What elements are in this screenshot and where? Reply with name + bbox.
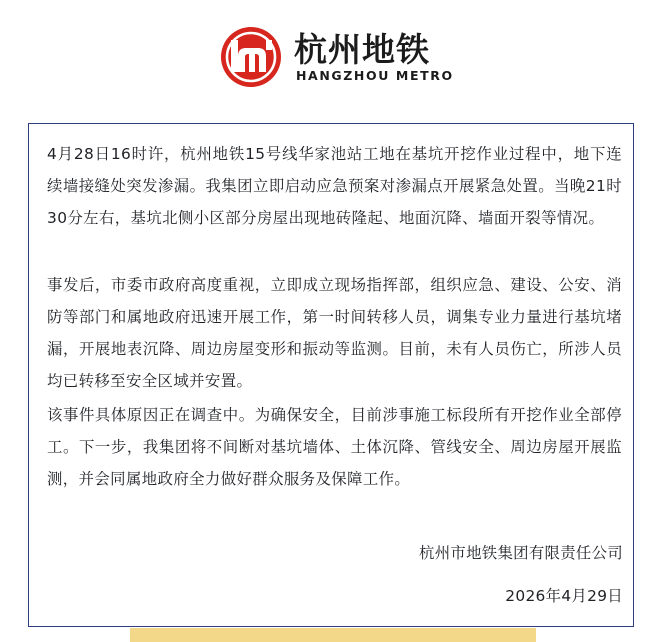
brand-name-en: HANGZHOU METRO xyxy=(296,68,454,83)
signature-organization: 杭州市地铁集团有限责任公司 xyxy=(419,544,623,562)
hangzhou-metro-logo-icon xyxy=(220,26,282,88)
header xyxy=(0,0,665,110)
accent-bar xyxy=(130,628,536,642)
notice-paragraph-3: 该事件具体原因正在调查中。为确保安全，目前涉事施工标段所有开挖作业全部停工。下一步，我集团将不间断对基坑墙体、土体沉降、管线安全、周边房屋开展监测，并会同属地政府全力做好群众服务及保障工作。 xyxy=(47,406,622,488)
notice-paragraph-1: 4月28日16时许，杭州地铁15号线华家池站工地在基坑开挖作业过程中，地下连续墙接缝处突发渗漏。我集团立即启动应急预案对渗漏点开展紧急处置。当晚21时30分左右，基坑北侧小区部分房屋出现地砖隆起、地面沉降、墙面开裂等情况。 xyxy=(47,145,622,227)
notice-paragraph-2: 事发后，市委市政府高度重视，立即成立现场指挥部，组织应急、建设、公安、消防等部门和属地政府迅速开展工作，第一时间转移人员，调集专业力量进行基坑堵漏，开展地表沉降、周边房屋变形和振动等监测。目前，未有人员伤亡，所涉人员均已转移至安全区域并安置。 xyxy=(47,276,622,390)
notice-box xyxy=(28,123,634,627)
signature-date: 2026年4月29日 xyxy=(505,587,623,605)
brand-name-cn: 杭州地铁 xyxy=(294,30,430,69)
